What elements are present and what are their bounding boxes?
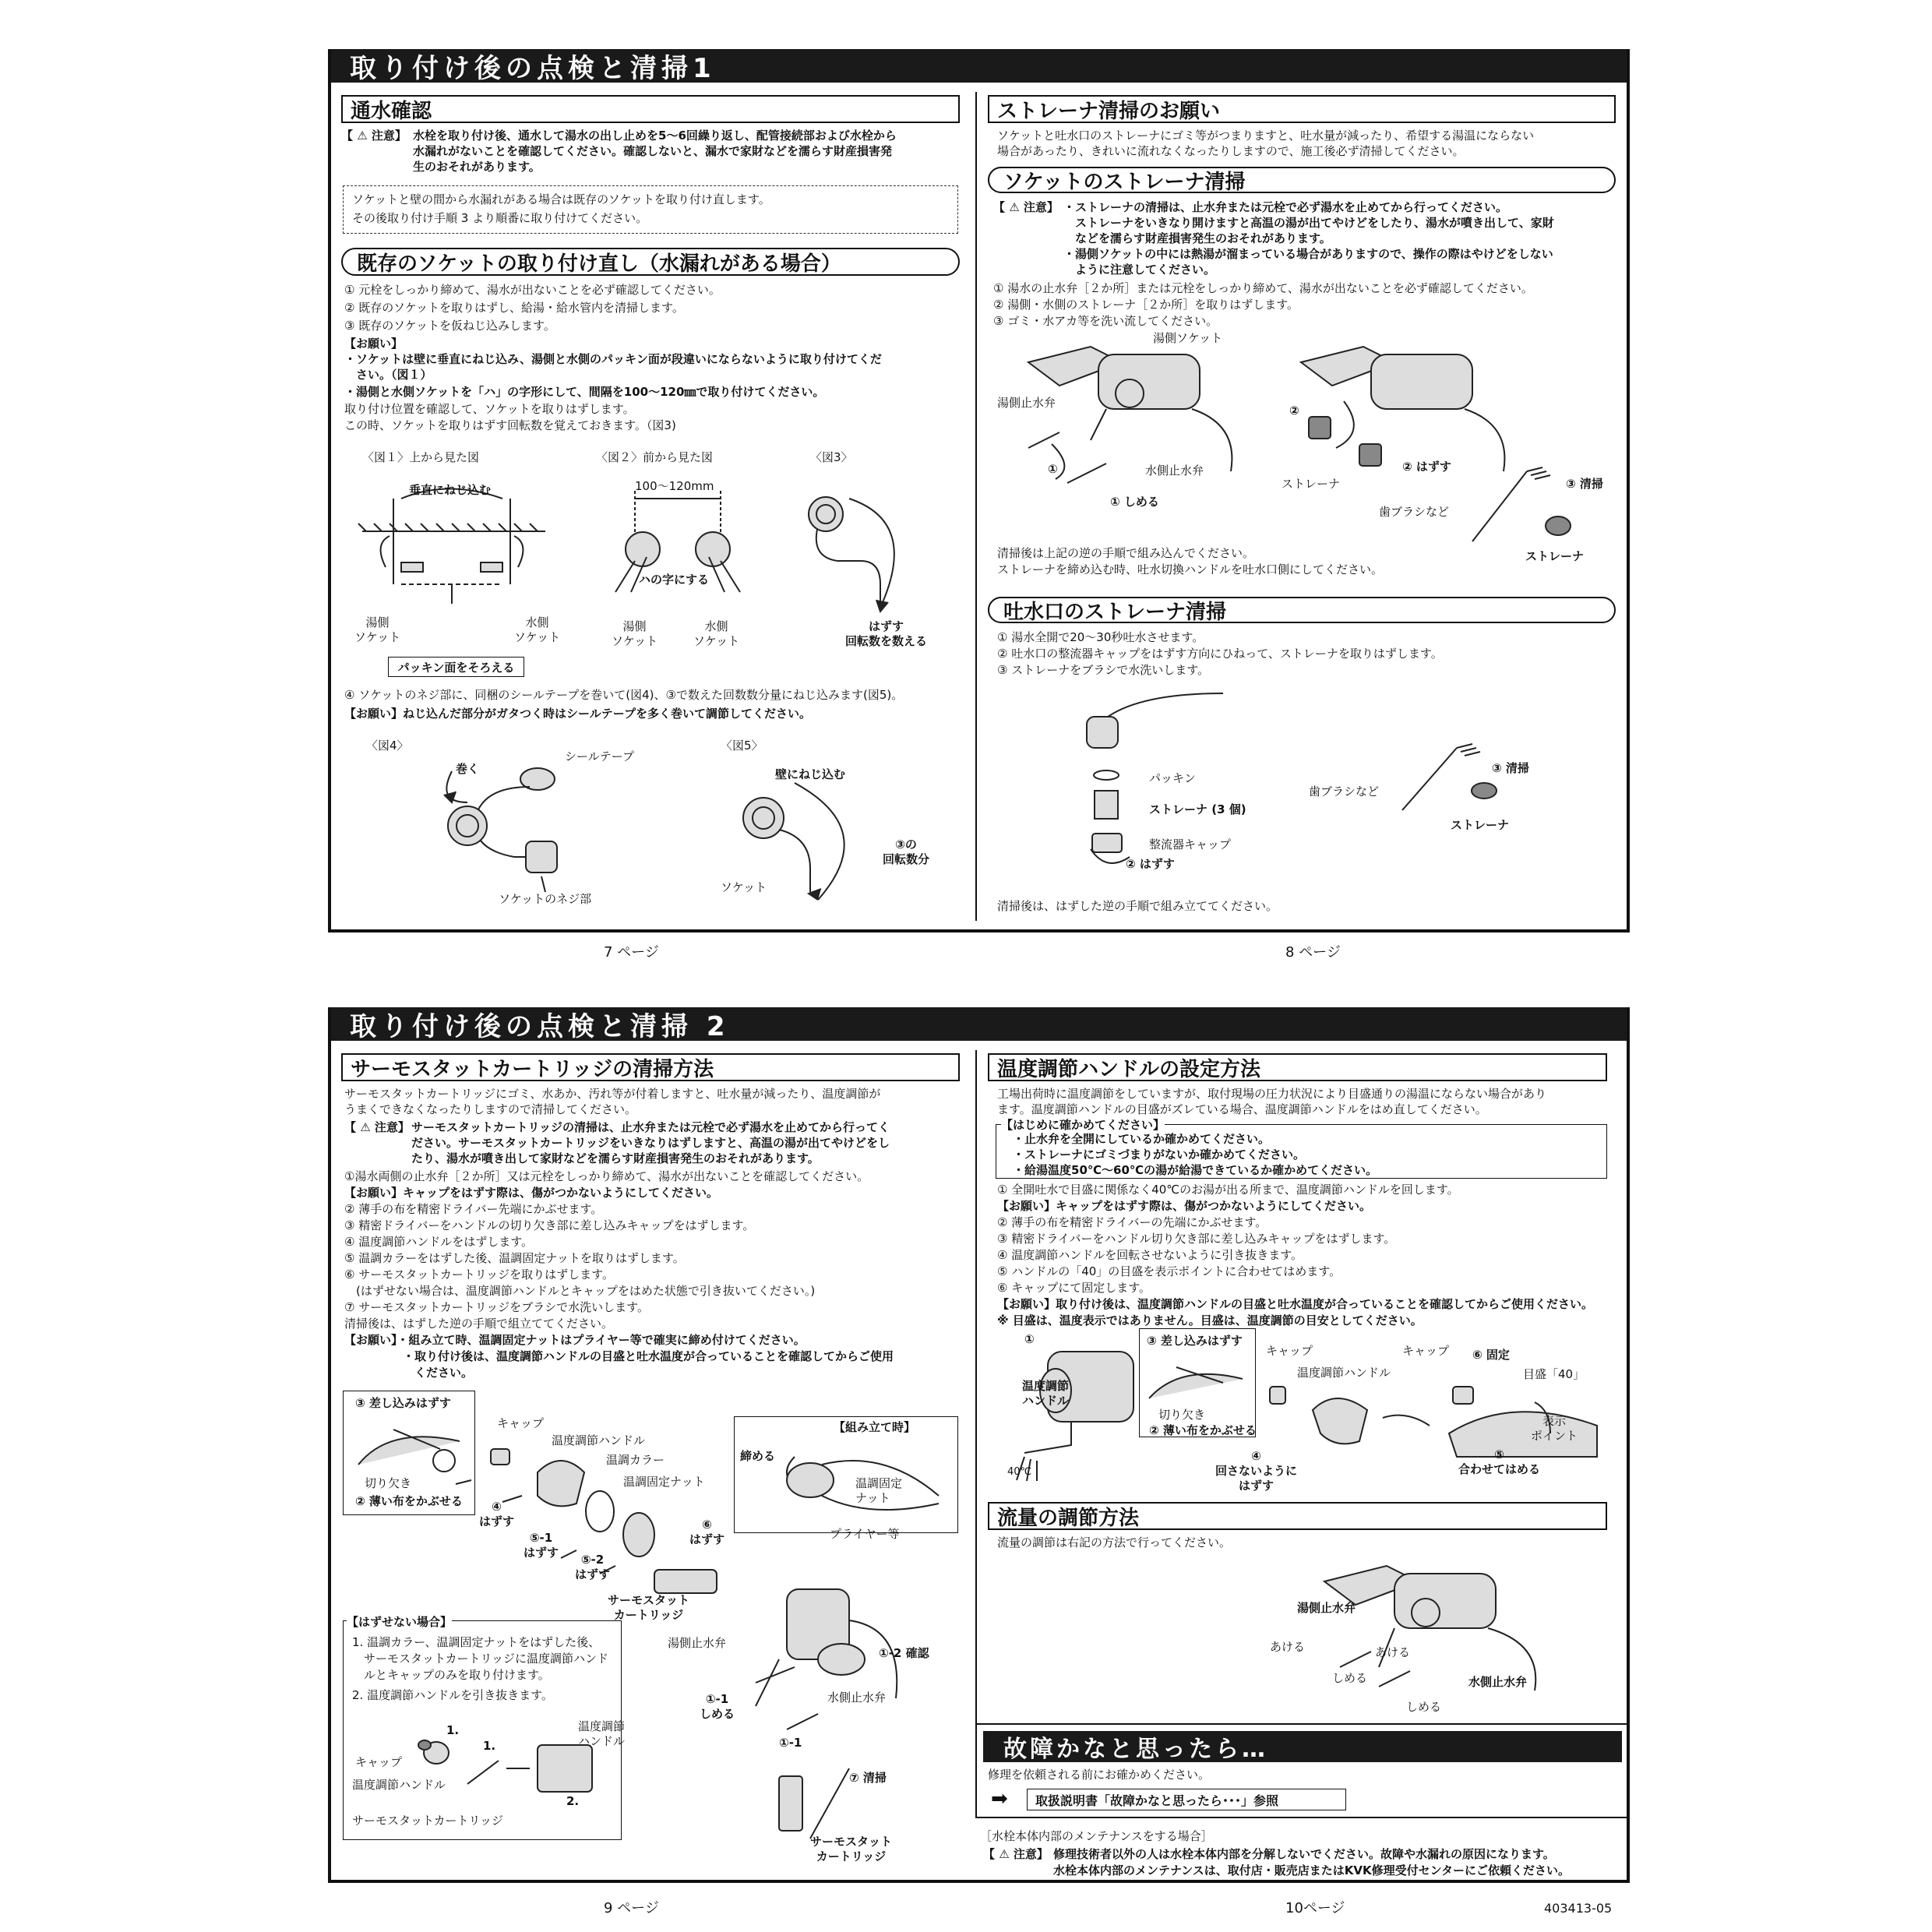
strainer-request-1: ソケットと吐水口のストレーナにゴミ等がつまりますと、吐水量が減ったり、希望する湯温にならない <box>997 129 1535 143</box>
reinstall-request-2: さい。（図１） <box>344 368 432 382</box>
socket-strainer-label-strainer: ストレーナ <box>1282 477 1341 491</box>
temp-handle-step-3: ③ 精密ドライバーをハンドル切り欠き部に差し込みキャップをはずします。 <box>997 1232 1396 1246</box>
temp-handle-insert-illustration <box>1145 1356 1254 1410</box>
cannot-remove-line-4: 2. 温度調節ハンドルを引き抜きます。 <box>352 1688 553 1702</box>
temp-handle-label-cap2: キャップ <box>1402 1344 1450 1358</box>
cartridge-label-cartridge: サーモスタット カートリッジ <box>608 1593 690 1622</box>
cartridge-caution-1: サーモスタットカートリッジの清掃は、止水弁または元栓で必ず湯水を止めてから行ってく <box>411 1120 890 1134</box>
cartridge-label-confirm: ①-2 確認 <box>879 1646 929 1660</box>
fig2-label-v-shape: ハの字にする <box>639 573 710 587</box>
cartridge-caution-tag: 【 ⚠ 注意】 <box>344 1120 410 1134</box>
spout-strainer-step-1: ① 湯水全開で20～30秒吐水させます。 <box>997 630 1204 644</box>
fig5-label-socket: ソケット <box>721 880 767 894</box>
spout-strainer-illustration <box>1083 693 1239 880</box>
cartridge-after: 清掃後は、はずした逆の手順で組立ててください。 <box>344 1317 614 1331</box>
socket-strainer-step-3: ③ ゴミ・水アカ等を洗い流してください。 <box>993 314 1218 328</box>
reinstall-step-2: ② 既存のソケットを取りはずし、給湯・給水管内を清掃します。 <box>344 301 684 315</box>
fig5-label-screw-in: 壁にねじ込む <box>775 767 846 781</box>
socket-strainer-label-cold-valve: 水側止水弁 <box>1145 464 1204 478</box>
fig1-title: 〈図１〉上から見た図 <box>362 450 480 464</box>
fig3-socket-rotation-illustration <box>787 483 943 615</box>
socket-strainer-label-hot-valve: 湯側止水弁 <box>997 396 1056 410</box>
spout-strainer-label-strainer3: ストレーナ (3 個) <box>1149 802 1246 816</box>
fig5-title: 〈図5〉 <box>721 739 763 753</box>
socket-strainer-caution-1: ・ストレーナの清掃は、止水弁または元栓で必ず湯水を止めてから行ってください。 <box>1063 200 1508 214</box>
cartridge-label-nut2: 温調固定 ナット <box>855 1476 903 1505</box>
maintenance-caution-tag: 【 ⚠ 注意】 <box>983 1847 1049 1861</box>
socket-strainer-heading: ソケットのストレーナ清掃 <box>988 167 1616 193</box>
flow-label-hot-valve: 湯側止水弁 <box>1297 1601 1356 1615</box>
fig1-label-cold-socket: 水側 ソケット <box>514 615 561 644</box>
maintenance-line-2: 水栓本体内部のメンテナンスは、取付店・販売店またはKVK修理受付センターにご依頼ください。 <box>1053 1863 1571 1877</box>
water-check-caution-3: 生のおそれがあります。 <box>413 160 541 174</box>
reinstall-note-1: ソケットと壁の間から水漏れがある場合は既存のソケットを取り付け直します。 <box>352 192 770 206</box>
temp-handle-label-step4: ④ 回さないように はずす <box>1215 1449 1298 1493</box>
cartridge-label-plier: プライヤー等 <box>830 1527 900 1541</box>
temp-handle-label-fix: ⑥ 固定 <box>1472 1348 1510 1362</box>
socket-strainer-after-1: 清掃後は上記の逆の手順で組み込んでください。 <box>997 546 1255 560</box>
cartridge-request-1: 【お願い】・組み立て時、温調固定ナットはプライヤー等で確実に締め付けてください。 <box>344 1333 806 1347</box>
flow-heading: 流量の調節方法 <box>988 1502 1607 1530</box>
cartridge-label-close: ①-1 しめる <box>700 1692 735 1721</box>
cannot-remove-line-2: サーモスタットカートリッジに温度調節ハンド <box>352 1652 608 1666</box>
temp-handle-step-5: ⑤ ハンドルの「40」の目盛を表示ポイントに合わせてはめます。 <box>997 1264 1341 1278</box>
temp-handle-request-2: 【お願い】取り付け後は、温度調節ハンドルの目盛と吐水温度が合っていることを確認してからご使用ください。 <box>997 1297 1594 1311</box>
cartridge-label-cap: キャップ <box>497 1416 545 1430</box>
cartridge-step-request: 【お願い】キャップをはずす際は、傷がつかないようにしてください。 <box>344 1186 719 1200</box>
cartridge-label-handle: 温度調節ハンドル <box>552 1433 646 1447</box>
cartridge-request-2: ・取り付け後は、温度調節ハンドルの目盛と吐水温度が合っていることを確認してからご使用 <box>344 1349 894 1363</box>
cartridge-step-3: ③ 精密ドライバーをハンドルの切り欠き部に差し込みキャップをはずします。 <box>344 1218 755 1232</box>
fig1-label-hot-socket: 湯側 ソケット <box>354 615 401 644</box>
top-section-banner: 取り付け後の点検と清掃1 <box>330 49 1628 83</box>
reinstall-step-3: ③ 既存のソケットを仮ねじ込みします。 <box>344 319 555 333</box>
spout-strainer-after: 清掃後は、はずした逆の手順で組み立ててください。 <box>997 899 1278 913</box>
temp-handle-label-notch: 切り欠き <box>1158 1408 1206 1422</box>
spout-strainer-label-brush: 歯ブラシなど <box>1309 784 1380 799</box>
temp-handle-illustration-1 <box>993 1336 1149 1484</box>
trouble-manual-reference: 取扱説明書「故障かなと思ったら･･･」参照 <box>1027 1789 1346 1810</box>
reinstall-step-4: ④ ソケットのネジ部に、同梱のシールテープを巻いて(図4)、③で数えた回数数分量にねじ込みます(図5)。 <box>344 688 904 702</box>
cannot-remove-label-1b: 1. <box>483 1739 496 1753</box>
cartridge-label-nut: 温調固定ナット <box>623 1475 705 1489</box>
page-number-9: 9 ページ <box>604 1900 659 1916</box>
cartridge-label-assembly: 【組み立て時】 <box>834 1420 916 1434</box>
temp-handle-check-title: 【はじめに確かめてください】 <box>1001 1118 1165 1132</box>
fig3-label-count: はずす 回転数を数える <box>845 619 928 648</box>
cartridge-intro-2: うまくできなくなったりしますので清掃してください。 <box>344 1102 637 1116</box>
socket-strainer-caution-4: ・湯側ソケットの中には熱湯が溜まっている場合がありますので、操作の際はやけどをしない <box>1063 247 1553 261</box>
cannot-remove-label-cap: キャップ <box>355 1755 403 1769</box>
cartridge-label-clean: ⑦ 清掃 <box>849 1771 887 1785</box>
flow-label-close-1: しめる <box>1332 1671 1368 1685</box>
cartridge-label-step5-2: ⑤-2 はずす <box>575 1553 611 1581</box>
flow-label-cold-valve: 水側止水弁 <box>1468 1675 1528 1689</box>
cartridge-label-cloth: ② 薄い布をかぶせる <box>355 1494 463 1508</box>
fig4-label-sealtape: シールテープ <box>565 749 634 763</box>
document-code: 403413-05 <box>1544 1901 1613 1916</box>
spout-strainer-step-2: ② 吐水口の整流器キャップをはずす方向にひねって、ストレーナを取りはずします。 <box>997 647 1443 661</box>
page-number-10: 10ページ <box>1285 1900 1345 1916</box>
fig3-title: 〈図3〉 <box>810 450 853 464</box>
temp-handle-label-handle: 温度調節 ハンドル <box>1022 1379 1070 1408</box>
socket-strainer-illustration-1 <box>1005 331 1270 510</box>
socket-strainer-label-remove: ② はずす <box>1402 460 1451 474</box>
cartridge-label-cold-valve: 水側止水弁 <box>827 1690 887 1705</box>
cartridge-label-notch: 切り欠き <box>365 1476 412 1490</box>
temp-handle-label-handle2: 温度調節ハンドル <box>1297 1366 1391 1380</box>
reinstall-request-1: ・ソケットは壁に垂直にねじ込み、湯側と水側のパッキン面が段違いにならないように取り付けてくだ <box>344 352 882 366</box>
maintenance-line-1: 修理技術者以外の人は水栓本体内部を分解しないでください。故障や水漏れの原因になります。 <box>1053 1847 1555 1861</box>
water-check-caution-tag: 【 ⚠ 注意】 <box>341 129 407 143</box>
socket-strainer-caution-3: などを濡らす財産損害発生のおそれがあります。 <box>1063 231 1331 245</box>
cartridge-step-1: ①湯水両側の止水弁［２か所］又は元栓をしっかり締めて、湯水が出ないことを確認してください。 <box>344 1169 869 1183</box>
socket-strainer-label-hot-socket: 湯側ソケット <box>1153 331 1223 345</box>
fig2-title: 〈図２〉前から見た図 <box>596 450 714 464</box>
temp-handle-step-2: ② 薄手の布を精密ドライバーの先端にかぶせます。 <box>997 1215 1267 1229</box>
temp-handle-label-point: 表示 ポイント <box>1531 1414 1578 1443</box>
cartridge-insert-illustration <box>354 1418 471 1480</box>
cartridge-label-tighten: 締める <box>740 1449 776 1463</box>
spout-strainer-step-3: ③ ストレーナをブラシで水洗いします。 <box>997 663 1210 677</box>
spout-strainer-label-cap: 整流器キャップ <box>1149 837 1232 851</box>
cartridge-step-7: ⑦ サーモスタットカートリッジをブラシで水洗いします。 <box>344 1300 649 1314</box>
cartridge-step-5: ⑤ 温調カラーをはずした後、温調固定ナットを取りはずします。 <box>344 1251 685 1265</box>
reinstall-request-tag: 【お願い】 <box>344 337 404 351</box>
cannot-remove-title: 【はずせない場合】 <box>347 1615 453 1629</box>
bottom-divider <box>975 1050 977 1725</box>
temp-handle-check-2: ・ストレーナにゴミづまりがないか確かめてください。 <box>1013 1148 1306 1162</box>
fig5-label-rotations: ③の 回転数分 <box>883 837 930 866</box>
cartridge-caution-3: たり、湯水が噴き出して家財などを濡らす財産損害発生のおそれがあります。 <box>411 1151 820 1165</box>
spout-strainer-heading: 吐水口のストレーナ清掃 <box>988 597 1616 623</box>
cartridge-step-2: ② 薄手の布を精密ドライバー先端にかぶせます。 <box>344 1202 603 1216</box>
strainer-request-heading: ストレーナ清掃のお願い <box>988 95 1616 123</box>
temp-handle-label-step5: ⑤ 合わせてはめる <box>1458 1447 1541 1476</box>
fig4-title: 〈図4〉 <box>366 739 409 753</box>
trouble-arrow-icon: ➡ <box>991 1787 1008 1810</box>
temp-handle-step-6: ⑥ キャップにて固定します。 <box>997 1281 1151 1295</box>
water-check-caution-2: 水漏れがないことを確認してください。確認しないと、漏水で家財などを濡らす財産損害発 <box>413 144 893 158</box>
spout-strainer-label-strainer: ストレーナ <box>1451 818 1510 832</box>
temp-handle-scale-note: ※ 目盛は、温度表示ではありません。目盛は、温度調節の目安としてください。 <box>997 1313 1423 1327</box>
temp-handle-label-cap: キャップ <box>1266 1344 1313 1358</box>
reinstall-note-b: この時、ソケットを取りはずす回転数を覚えておきます。（図3) <box>344 418 676 432</box>
reinstall-sealtape-note: 【お願い】ねじ込んだ部分がガタつく時はシールテープを多く巻いて調節してください。 <box>344 707 811 721</box>
spout-strainer-label-packing: パッキン <box>1149 771 1196 785</box>
reinstall-step-1: ① 元栓をしっかり締めて、湯水が出ないことを必ず確認してください。 <box>344 283 721 297</box>
cartridge-heading: サーモスタットカートリッジの清掃方法 <box>341 1053 960 1081</box>
reinstall-request-3: ・湯側と水側ソケットを「ハ」の字形にして、間隔を100～120㎜で取り付けてください。 <box>344 385 825 399</box>
cartridge-step-6: ⑥ サーモスタットカートリッジを取りはずします。 <box>344 1267 614 1282</box>
flow-intro: 流量の調節は右記の方法で行ってください。 <box>997 1535 1232 1549</box>
cannot-remove-label-handle2: 温度調節 ハンドル <box>578 1719 626 1748</box>
socket-strainer-label-step2: ② <box>1289 404 1299 418</box>
temp-handle-request: 【お願い】キャップをはずす際は、傷がつかないようにしてください。 <box>997 1199 1372 1213</box>
cartridge-request-3: ください。 <box>344 1366 474 1380</box>
cartridge-step-6-note: (はずせない場合は、温度調節ハンドルとキャップをはめた状態で引き抜いてください。) <box>344 1284 816 1298</box>
socket-reinstall-heading: 既存のソケットの取り付け直し（水漏れがある場合） <box>341 248 960 276</box>
temp-handle-remove-illustration <box>1266 1379 1430 1457</box>
socket-strainer-label-strainer2: ストレーナ <box>1525 549 1585 563</box>
temp-handle-intro-1: 工場出荷時に温度調節をしていますが、取付現場の圧力状況により目盛通りの湯温にならない場合があり <box>997 1087 1547 1101</box>
page-number-7: 7 ページ <box>604 944 659 961</box>
cannot-remove-line-3: ルとキャップのみを取り付けます。 <box>352 1668 550 1682</box>
flow-label-open-1: あける <box>1270 1640 1306 1654</box>
socket-strainer-caution-2: ストレーナをいきなり開けますと高温の湯が出てやけどをしたり、湯水が噴き出して、家財 <box>1063 216 1554 230</box>
temp-handle-check-3: ・給湯温度50℃～60℃の湯が給湯できているか確かめてください。 <box>1013 1163 1378 1177</box>
fig1-label-packing: パッキン面をそろえる <box>388 657 524 677</box>
water-check-caution-1: 水栓を取り付け後、通水して湯水の出し止めを5～6回繰り返し、配管接続部および水栓から <box>413 129 897 143</box>
flow-label-close-2: しめる <box>1406 1700 1442 1714</box>
trouble-line: 修理を依頼される前にお確かめください。 <box>988 1768 1211 1782</box>
cartridge-label-step5-1: ⑤-1 はずす <box>524 1531 559 1560</box>
socket-strainer-step-1: ① 湯水の止水弁［２か所］または元栓をしっかり締めて、湯水が出ないことを必ず確認してください。 <box>993 281 1533 295</box>
temp-handle-intro-2: ます。温度調節ハンドルの目盛がズレている場合、温度調節ハンドルをはめ直してください。 <box>997 1102 1487 1116</box>
cannot-remove-label-handle: 温度調節ハンドル <box>352 1778 446 1792</box>
socket-strainer-caution-tag: 【 ⚠ 注意】 <box>993 200 1059 214</box>
fig1-label-vertical: 垂直にねじ込む <box>409 483 492 497</box>
cartridge-label-hot-valve: 湯側止水弁 <box>668 1636 727 1650</box>
maintenance-title: ［水栓本体内部のメンテナンスをする場合］ <box>980 1829 1213 1843</box>
cartridge-label-collar: 温調カラー <box>606 1453 665 1467</box>
spout-strainer-label-clean: ③ 清掃 <box>1492 761 1529 775</box>
bottom-section-banner: 取り付け後の点検と清掃 2 <box>330 1007 1628 1041</box>
cartridge-caution-2: ださい。サーモスタットカートリッジをいきなりはずしますと、高温の湯が出てやけどをし <box>411 1136 890 1150</box>
temp-handle-label-step1: ① <box>1024 1332 1035 1346</box>
fig2-front-view-illustration <box>592 483 779 608</box>
page-number-8: 8 ページ <box>1285 944 1341 961</box>
fig2-label-cold-socket: 水側 ソケット <box>693 619 740 648</box>
cartridge-label-step4: ④ はずす <box>479 1500 515 1528</box>
temp-handle-check-1: ・止水弁を全開にしているか確かめてください。 <box>1013 1132 1271 1146</box>
cartridge-intro-1: サーモスタットカートリッジにゴミ、水あか、汚れ等が付着しますと、吐水量が減ったり、温度調節が <box>344 1087 881 1101</box>
socket-strainer-label-clean: ③ 清掃 <box>1566 477 1603 491</box>
socket-strainer-step-2: ② 湯側・水側のストレーナ［２か所］を取りはずします。 <box>993 298 1299 312</box>
socket-strainer-after-2: ストレーナを締め込む時、吐水切換ハンドルを吐水口側にしてください。 <box>997 562 1384 576</box>
fig4-label-wrap: 巻く <box>456 762 480 776</box>
cannot-remove-label-cartridge: サーモスタットカートリッジ <box>352 1814 503 1828</box>
cannot-remove-label-2: 2. <box>566 1794 580 1808</box>
socket-strainer-label-brush: 歯ブラシなど <box>1379 505 1450 519</box>
cartridge-step-4: ④ 温度調節ハンドルをはずします。 <box>344 1235 534 1249</box>
temp-handle-heading: 温度調節ハンドルの設定方法 <box>988 1053 1607 1081</box>
temp-handle-label-40c: 40℃ <box>1007 1466 1032 1478</box>
cartridge-label-step1-1: ①-1 <box>779 1736 802 1750</box>
fig2-label-hot-socket: 湯側 ソケット <box>612 619 658 648</box>
cartridge-label-insert: ③ 差し込みはずす <box>355 1396 451 1410</box>
fig4-label-socket-thread: ソケットのネジ部 <box>499 892 592 906</box>
cannot-remove-label-1a: 1. <box>446 1723 460 1737</box>
temp-handle-step-4: ④ 温度調節ハンドルを回転させないように引き抜きます。 <box>997 1248 1303 1262</box>
cartridge-plier-illustration <box>748 1433 950 1531</box>
trouble-heading: 故障かなと思ったら… <box>983 1731 1622 1762</box>
spout-strainer-label-remove: ② はずす <box>1126 857 1175 871</box>
temp-handle-step-1: ① 全開吐水で目盛に関係なく40℃のお湯が出る所まで、温度調節ハンドルを回します。 <box>997 1183 1459 1197</box>
cartridge-label-cartridge2: サーモスタット カートリッジ <box>810 1835 893 1863</box>
fig2-label-distance: 100～120mm <box>635 479 714 493</box>
temp-handle-label-insert: ③ 差し込みはずす <box>1147 1334 1243 1348</box>
water-check-heading: 通水確認 <box>341 95 960 123</box>
temp-handle-label-scale40: 目盛「40」 <box>1523 1367 1585 1381</box>
temp-handle-label-cloth: ② 薄い布をかぶせる <box>1149 1423 1257 1437</box>
cannot-remove-line-1: 1. 温調カラー、温調固定ナットをはずした後、 <box>352 1635 601 1649</box>
top-divider <box>975 92 977 921</box>
socket-strainer-caution-5: ように注意してください。 <box>1063 263 1216 277</box>
socket-strainer-label-close: ① しめる <box>1110 495 1159 509</box>
strainer-request-2: 場合があったり、きれいに流れなくなったりしますので、施工後必ず清掃してください。 <box>997 144 1465 158</box>
reinstall-note-a: 取り付け位置を確認して、ソケットを取りはずします。 <box>344 402 635 416</box>
flow-label-open-2: あける <box>1375 1645 1411 1659</box>
reinstall-note-2: その後取り付け手順 3 より順番に取り付けてください。 <box>352 211 648 225</box>
cartridge-label-step6: ⑥ はずす <box>689 1518 725 1546</box>
socket-strainer-label-step1: ① <box>1048 462 1058 476</box>
